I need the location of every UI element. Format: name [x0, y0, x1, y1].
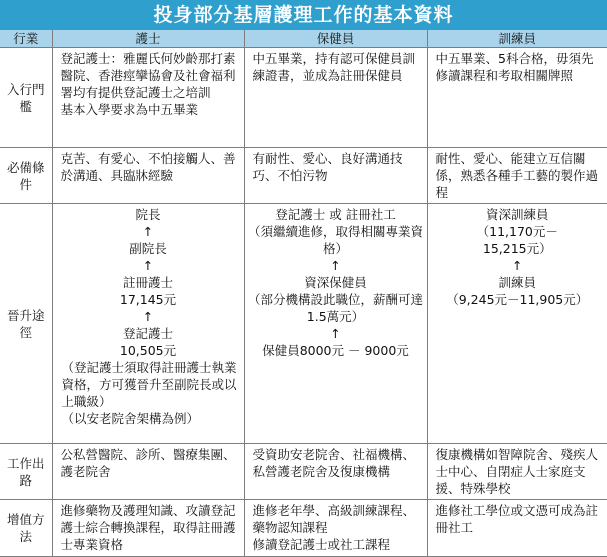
cell-text: 中五畢業，持有認可保健員訓練證書，並成為註冊保健員	[252, 51, 416, 83]
ladder-step: 登記護士 或 註冊社工	[275, 207, 396, 222]
ladder-step: 17,145元	[119, 292, 177, 307]
table-header-row	[0, 30, 607, 48]
up-arrow-icon: ↑	[330, 326, 341, 341]
ladder-step: （11,170元－	[476, 224, 558, 239]
ladder-step: 登記護士	[122, 326, 173, 341]
cell-text: 進修老年學、高級訓練課程、藥物認知課程 修讀登記護士或社工課程	[252, 503, 416, 552]
cell-nurse-promotion	[52, 204, 244, 444]
ladder-step: 保健員8000元 － 9000元	[262, 343, 409, 358]
row-label-qualities	[0, 148, 52, 204]
row-label-outlet	[0, 444, 52, 500]
cell-health-entry	[244, 48, 427, 148]
cell-nurse-outlet	[52, 444, 244, 500]
ladder-step: 訓練員	[498, 275, 536, 290]
cell-health-promotion	[244, 204, 427, 444]
label-text: 工作出路	[6, 455, 45, 488]
row-upgrade	[0, 500, 607, 557]
ladder-step: 資深保健員	[304, 275, 367, 290]
ladder-step: 10,505元	[119, 343, 177, 358]
row-promotion	[0, 204, 607, 444]
cell-trainer-upgrade	[427, 500, 607, 557]
row-entry	[0, 48, 607, 148]
row-label-promotion	[0, 204, 52, 444]
cell-text: 復康機構如智障院舍、殘疾人士中心、自閉症人士家庭支援、特殊學校	[435, 447, 599, 496]
header-health-worker: 保健員	[244, 30, 427, 48]
row-label-entry	[0, 48, 52, 148]
row-qualities	[0, 148, 607, 204]
row-label-upgrade	[0, 500, 52, 557]
ladder-step: 副院長	[129, 241, 167, 256]
cell-text: 公私營醫院、診所、醫療集團、護老院舍	[60, 447, 236, 479]
up-arrow-icon: ↑	[512, 258, 523, 273]
label-text: 必備條件	[6, 159, 45, 192]
up-arrow-icon: ↑	[142, 309, 154, 324]
cell-text: 進修社工學位或文憑可成為註冊社工	[435, 503, 599, 535]
ladder-step: 資深訓練員	[485, 207, 549, 222]
cell-health-outlet	[244, 444, 427, 500]
cell-trainer-promotion	[427, 204, 607, 444]
cell-health-qualities	[244, 148, 427, 204]
cell-nurse-entry	[52, 48, 244, 148]
cell-text: 登記護士：雅麗氏何妙齡那打素醫院、香港痙攣協會及社會福利署均有提供登記護士之培訓 基本入學要求為中五畢業	[60, 51, 236, 117]
cell-text: 有耐性、愛心、良好溝通技巧、不怕污物	[252, 151, 403, 183]
career-info-table	[0, 30, 607, 557]
cell-text: 中五畢業、5科合格，毋須先修讀課程和考取相關牌照	[435, 51, 594, 83]
up-arrow-icon: ↑	[142, 224, 154, 239]
page-title: 投身部分基層護理工作的基本資料	[0, 0, 607, 30]
ladder-step: （須繼續進修，取得相關專業資格）	[247, 224, 423, 256]
nurse-ladder	[56, 206, 241, 359]
cell-text: 耐性、愛心、能建立互信關係，熟悉各種手工藝的製作過程	[435, 151, 599, 200]
row-outlet	[0, 444, 607, 500]
cell-health-upgrade	[244, 500, 427, 557]
cell-trainer-outlet	[427, 444, 607, 500]
cell-text: 進修藥物及護理知識、攻讀登記護士綜合轉換課程，取得註冊護士專業資格	[60, 503, 236, 552]
header-industry: 行業	[0, 30, 52, 48]
ladder-step: （9,245元－11,905元）	[446, 292, 589, 307]
header-nurse: 護士	[52, 30, 244, 48]
label-text: 增值方法	[6, 512, 45, 544]
cell-trainer-entry	[427, 48, 607, 148]
cell-nurse-upgrade	[52, 500, 244, 557]
health-ladder	[248, 206, 424, 359]
header-trainer: 訓練員	[427, 30, 607, 48]
ladder-step: 院長	[135, 207, 161, 222]
up-arrow-icon: ↑	[330, 258, 341, 273]
nurse-promotion-note: （登記護士須取得註冊護士執業資格，方可獲晉升至副院長或以上職級） （以安老院舍架構為例）	[61, 360, 237, 426]
ladder-step: 註冊護士	[122, 275, 173, 290]
trainer-ladder	[431, 206, 605, 308]
cell-trainer-qualities	[427, 148, 607, 204]
cell-nurse-qualities	[52, 148, 244, 204]
cell-text: 克苦、有愛心、不怕接觸人、善於溝通、具臨牀經驗	[60, 151, 236, 183]
label-text: 入行門檻	[6, 81, 45, 114]
ladder-step: （部分機構設此職位，薪酬可達1.5萬元）	[247, 292, 423, 324]
cell-text: 受資助安老院舍、社福機構、私營護老院舍及復康機構	[252, 447, 416, 479]
up-arrow-icon: ↑	[142, 258, 154, 273]
ladder-step: 15,215元）	[482, 241, 552, 256]
label-text: 晉升途徑	[6, 307, 45, 340]
